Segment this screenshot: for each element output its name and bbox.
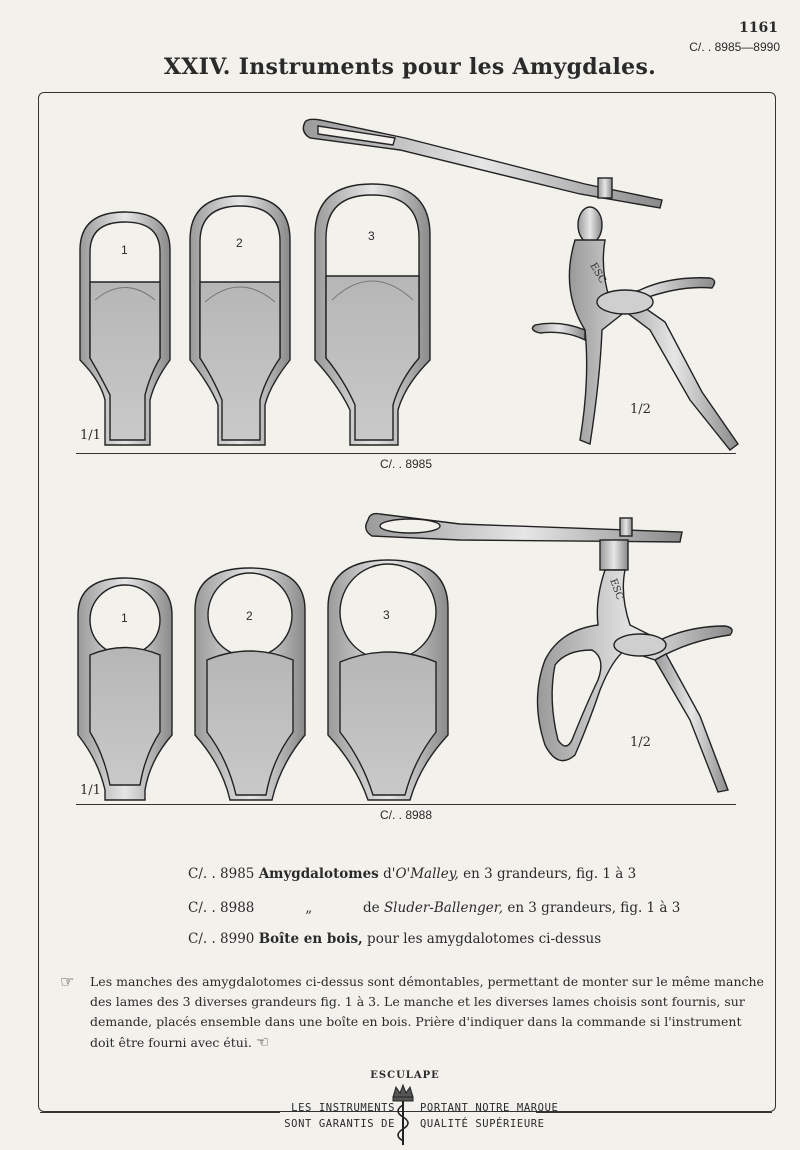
catalog-name: Boîte en bois, (258, 931, 363, 947)
page-title: XXIV. Instruments pour les Amygdales. (163, 54, 657, 80)
fig1-baseline (76, 453, 736, 454)
fig2-blade-label-1: 1 (121, 611, 128, 625)
page-number: 1161 (739, 20, 778, 36)
svg-text:ESC: ESC (607, 577, 625, 602)
fig2-blade-label-2: 2 (246, 609, 253, 623)
catalog-name: Amygdalotomes (258, 866, 379, 882)
footer-left-line-1: LES INSTRUMENTS (291, 1102, 395, 1114)
fig1-blade-label-2: 2 (236, 236, 243, 250)
svg-text:ESC: ESC (587, 261, 608, 286)
fig1-caption: C/. . 8985 (380, 457, 433, 471)
fig2-baseline (76, 804, 736, 805)
catalog-ref: C/. . 8990 (188, 931, 255, 947)
fig2-scale-left: 1/1 (80, 783, 101, 798)
catalog-author: Sluder-Ballenger, (383, 900, 504, 916)
fig1-blade-3 (315, 184, 430, 445)
pointing-hand-icon: ☞ (60, 972, 75, 991)
footer-left-line-2: SONT GARANTIS DE (284, 1118, 395, 1130)
fig1-blade-label-3: 3 (368, 229, 375, 243)
footer-brand: ESCULAPE (370, 1070, 440, 1081)
footer-right-line-2: QUALITÉ SUPÉRIEURE (420, 1118, 545, 1130)
fig2-blade-label-3: 3 (383, 608, 390, 622)
footer-right-line-1: PORTANT NOTRE MARQUE (420, 1102, 559, 1114)
fig2-blade-2 (195, 568, 305, 800)
footer-guarantee-left (255, 1100, 395, 1132)
catalog-prefix: de (363, 900, 380, 916)
catalog-ref: C/. . 8988 (188, 900, 255, 916)
fig1-blade-label-1: 1 (121, 243, 128, 257)
fig2-scale-right: 1/2 (630, 735, 651, 750)
catalog-desc: pour les amygdalotomes ci-dessus (367, 931, 602, 947)
catalog-ref: C/. . 8985 (188, 866, 255, 882)
footer-rule-left (40, 1112, 280, 1113)
fig1-scale-left: 1/1 (80, 428, 101, 443)
fig1-blade-2 (190, 196, 290, 445)
pointing-hand-left-icon: ☜ (255, 1033, 270, 1051)
note-text: Les manches des amygdalotomes ci-dessus sont démontables, permettant de monter sur le même manche des lames des 3 diverses grandeurs fig. 1 à 3. Le manche et les diverses lames choisis sont fournis, sur demande, placés ensemble dans une boîte en bois. Prière d'indiquer dans la commande si l'instrument doit être fourni avec étui. (90, 974, 764, 1050)
footer-guarantee-right (420, 1100, 560, 1132)
fig2-blade-3 (328, 560, 448, 800)
catalog-entry-8988 (188, 900, 680, 916)
catalog-prefix: d' (383, 866, 396, 882)
catalog-name: „ (305, 900, 313, 916)
note-paragraph (90, 972, 770, 1053)
catalog-desc: en 3 grandeurs, fig. 1 à 3 (463, 866, 637, 882)
fig1-scale-right: 1/2 (630, 402, 651, 417)
page-ref-range: C/. . 8985—8990 (689, 40, 780, 54)
catalog-entry-8985 (188, 866, 636, 882)
fig2-caption: C/. . 8988 (380, 808, 433, 822)
footer-rule-right (536, 1112, 772, 1113)
catalog-entry-8990 (188, 931, 601, 947)
catalog-desc: en 3 grandeurs, fig. 1 à 3 (507, 900, 681, 916)
catalog-author: O'Malley, (395, 866, 459, 882)
